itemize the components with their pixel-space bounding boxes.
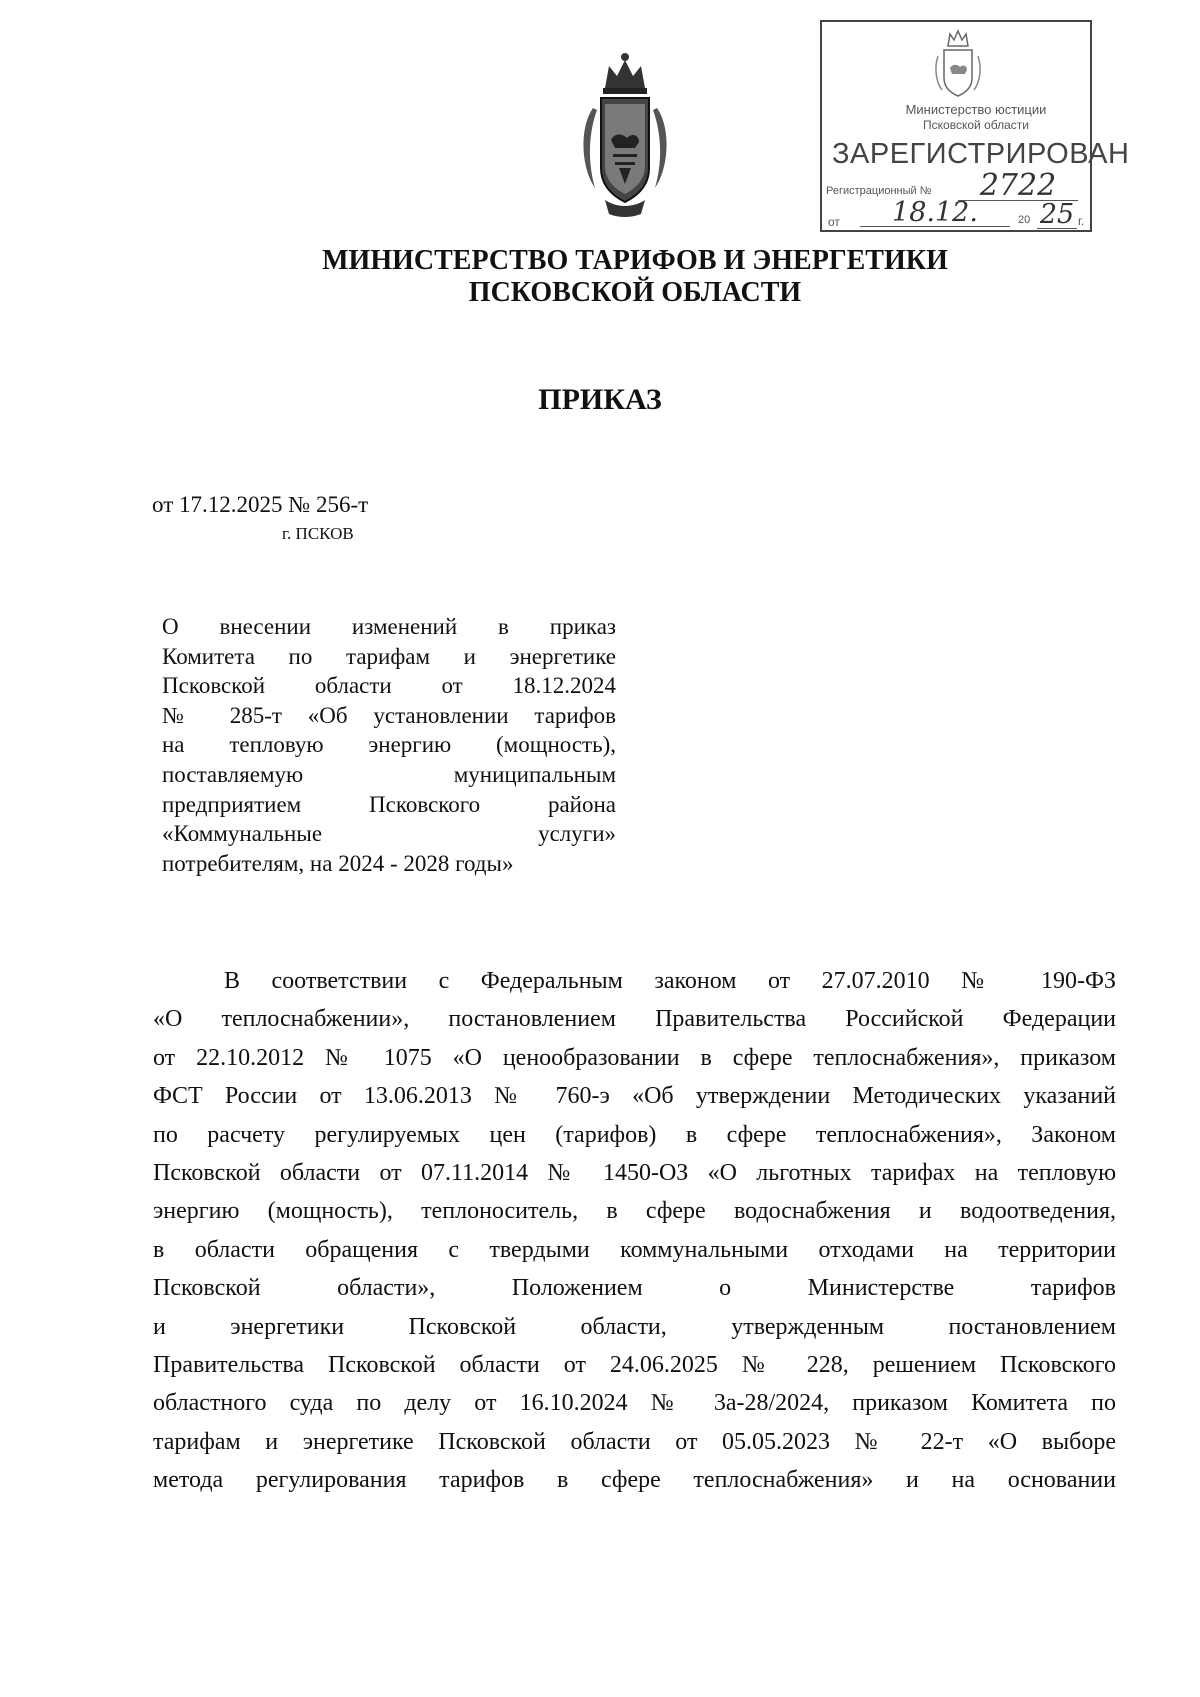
order-body — [153, 962, 1116, 1499]
body-line: «О теплоснабжении», постановлением Правительства Российской Федерации — [153, 1006, 1116, 1033]
ministry-title — [0, 245, 1200, 309]
registration-stamp — [820, 20, 1130, 232]
subject-line: потребителям, на 2024 - 2028 годы» — [162, 850, 514, 876]
stamp-status: ЗАРЕГИСТРИРОВАН — [832, 138, 1130, 170]
body-line: от 22.10.2012 № 1075 «О ценообразовании в сфере теплоснабжения», приказом — [153, 1044, 1116, 1071]
body-line: в области обращения с твердыми коммунальными отходами на территории — [153, 1236, 1116, 1263]
stamp-year-value: 25 — [1037, 202, 1077, 229]
city: г. ПСКОВ — [282, 524, 354, 543]
subject-line: Комитета по тарифам и энергетике — [162, 643, 616, 669]
ministry-title-line1: МИНИСТЕРСТВО ТАРИФОВ И ЭНЕРГЕТИКИ — [322, 245, 948, 276]
body-line: ФСТ России от 13.06.2013 № 760-э «Об утверждении Методических указаний — [153, 1083, 1116, 1110]
body-line: В соответствии с Федеральным законом от 27.07.2010 № 190-ФЗ — [224, 968, 1116, 994]
stamp-from-label: от — [828, 215, 840, 229]
stamp-regno-value: 2722 — [958, 172, 1078, 201]
coat-of-arms-icon — [575, 48, 675, 218]
subject-line: № 285-т «Об установлении тарифов — [162, 702, 616, 728]
stamp-region-label: Псковской области — [923, 118, 1029, 132]
body-line: тарифам и энергетике Псковской области от 05.05.2023 № 22-т «О выборе — [153, 1428, 1116, 1455]
body-line: энергию (мощность), теплоноситель, в сфере водоснабжения и водоотведения, — [153, 1198, 1116, 1225]
subject-line: предприятием Псковского района — [162, 791, 616, 817]
subject-line: О внесении изменений в приказ — [162, 614, 616, 639]
body-line: метода регулирования тарифов в сфере теплоснабжения» и на основании — [153, 1467, 1116, 1494]
ministry-title-line2: ПСКОВСКОЙ ОБЛАСТИ — [468, 277, 802, 308]
subject-line: Псковской области от 18.12.2024 — [162, 673, 616, 699]
order-subject — [162, 612, 616, 878]
stamp-emblem-icon — [934, 28, 982, 100]
document-type: ПРИКАЗ — [538, 383, 662, 416]
body-line: и энергетики Псковской области, утвержденным постановлением — [153, 1313, 1116, 1340]
body-line: по расчету регулируемых цен (тарифов) в сфере теплоснабжения», Законом — [153, 1121, 1116, 1148]
stamp-date-value: 18.12. — [860, 200, 1010, 227]
body-line: Псковской области», Положением о Министерстве тарифов — [153, 1275, 1116, 1302]
stamp-regno-label: Регистрационный № — [826, 185, 932, 197]
stamp-ministry-label: Министерство юстиции — [905, 102, 1047, 117]
stamp-year-suffix: г. — [1078, 214, 1085, 228]
body-line: областного суда по делу от 16.10.2024 № 3а-28/2024, приказом Комитета по — [153, 1390, 1116, 1417]
subject-line: поставляемую муниципальным — [162, 761, 616, 787]
stamp-century: 20 — [1018, 214, 1031, 226]
subject-line: «Коммунальные услуги» — [162, 821, 616, 847]
order-number: от 17.12.2025 № 256-т — [152, 492, 369, 517]
body-line: Псковской области от 07.11.2014 № 1450-ОЗ «О льготных тарифах на тепловую — [153, 1159, 1116, 1186]
subject-line: на тепловую энергию (мощность), — [162, 732, 616, 758]
body-line: Правительства Псковской области от 24.06.2025 № 228, решением Псковского — [153, 1351, 1116, 1378]
